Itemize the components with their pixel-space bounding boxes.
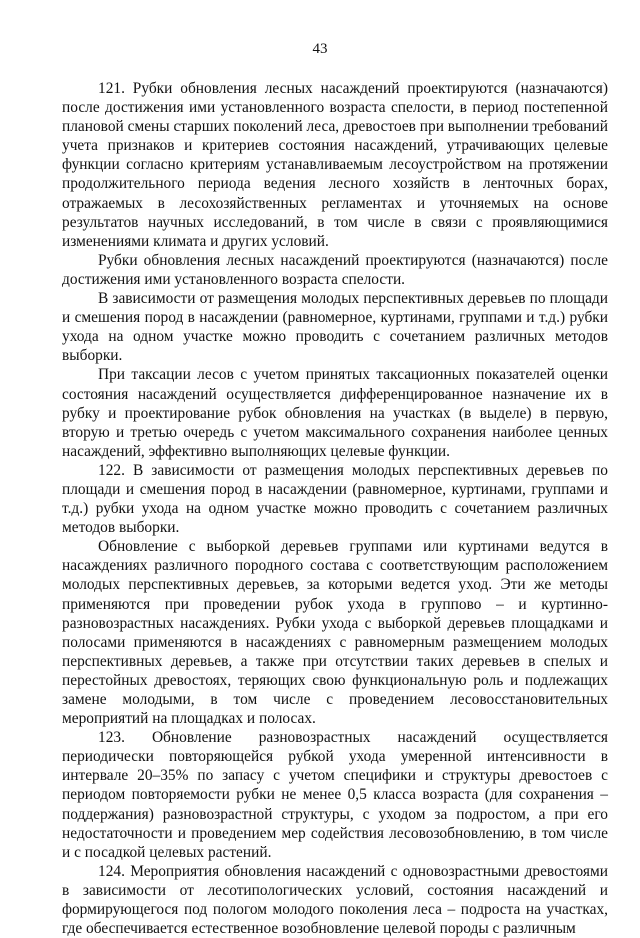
- paragraph-renewal-age: Рубки обновления лесных насаждений проектируются (назначаются) после достижения ими установленного возраста спелости.: [62, 251, 608, 288]
- document-body: [62, 79, 608, 938]
- page-number: 43: [312, 41, 328, 57]
- paragraph-123: 123. Обновление разновозрастных насаждений осуществляется периодически повторяющейся рубкой ухода умеренной интенсивности в интервале 20–35% по запасу с учетом специфики и структуры древостоев с периодом повторяемости рубки не менее 0,5 класса возраста (для сохранения – поддержания) разновозрастной структуры, с уходом за подростом, а при его недостаточности и проведением мер содействия лесовозобновлению, в том числе и с посадкой целевых растений.: [62, 729, 608, 861]
- paragraph-121: 121. Рубки обновления лесных насаждений проектируются (назначаются) после достижения ими установленного возраста спелости, в период постепенной плановой смены старших поколений леса, древостоев при выполнении требований учета признаков и критериев состояния насаждений, утрачивающих целевые функции согласно критериям устанавливаемым лесоустройством на протяжении продолжительного периода ведения лесного хозяйств в ленточных борах, отражаемых в лесохозяйственных регламентах и уточняемых на основе результатов научных исследований, в том числе в связи с проявляющимися изменениями климата и других условий.: [62, 80, 608, 250]
- paragraph-124: 124. Мероприятия обновления насаждений с одновозрастными древостоями в зависимости от лесотипологических условий, состояния насаждений и формирующегося под пологом молодого поколения леса – подроста на участках, где обеспечивается естественное возобновление целевой породы с различным: [62, 862, 608, 938]
- paragraph-122: 122. В зависимости от размещения молодых перспективных деревьев по площади и смешения пород в насаждении (равномерное, куртинами, группами и т.д.) рубки ухода на одном участке можно проводить с сочетанием различных методов выборки.: [62, 461, 608, 537]
- paragraph-selection-methods: В зависимости от размещения молодых перспективных деревьев по площади и смешения пород в насаждении (равномерное, куртинами, группами и т.д.) рубки ухода на одном участке можно проводить с сочетанием различных методов выборки.: [62, 290, 608, 365]
- paragraph-group-selection: Обновление с выборкой деревьев группами или куртинами ведутся в насаждениях различного породного состава с соответствующим расположением молодых перспективных деревьев, за которыми ведется уход. Эти же методы применяются при проведении рубок ухода в группово – и куртинно-разновозрастных насаждениях. Рубки ухода с выборкой деревьев площадками и полосами применяются в насаждениях с равномерным размещением молодых перспективных деревьев, а также при отсутствии таких деревьев в спелых и перестойных древостоях, теряющих свою функциональную роль и подлежащих замене молодыми, в том числе с проведением лесовосстановительных мероприятий на площадках и полосах.: [62, 538, 608, 728]
- paragraph-taxation: При таксации лесов с учетом принятых таксационных показателей оценки состояния насаждений осуществляется дифференцированное назначение их в рубку и проектирование рубок обновления на участках (в выделе) в первую, вторую и третью очередь с учетом максимального сохранения наиболее ценных насаждений, эффективно выполняющих целевые функции.: [62, 366, 608, 460]
